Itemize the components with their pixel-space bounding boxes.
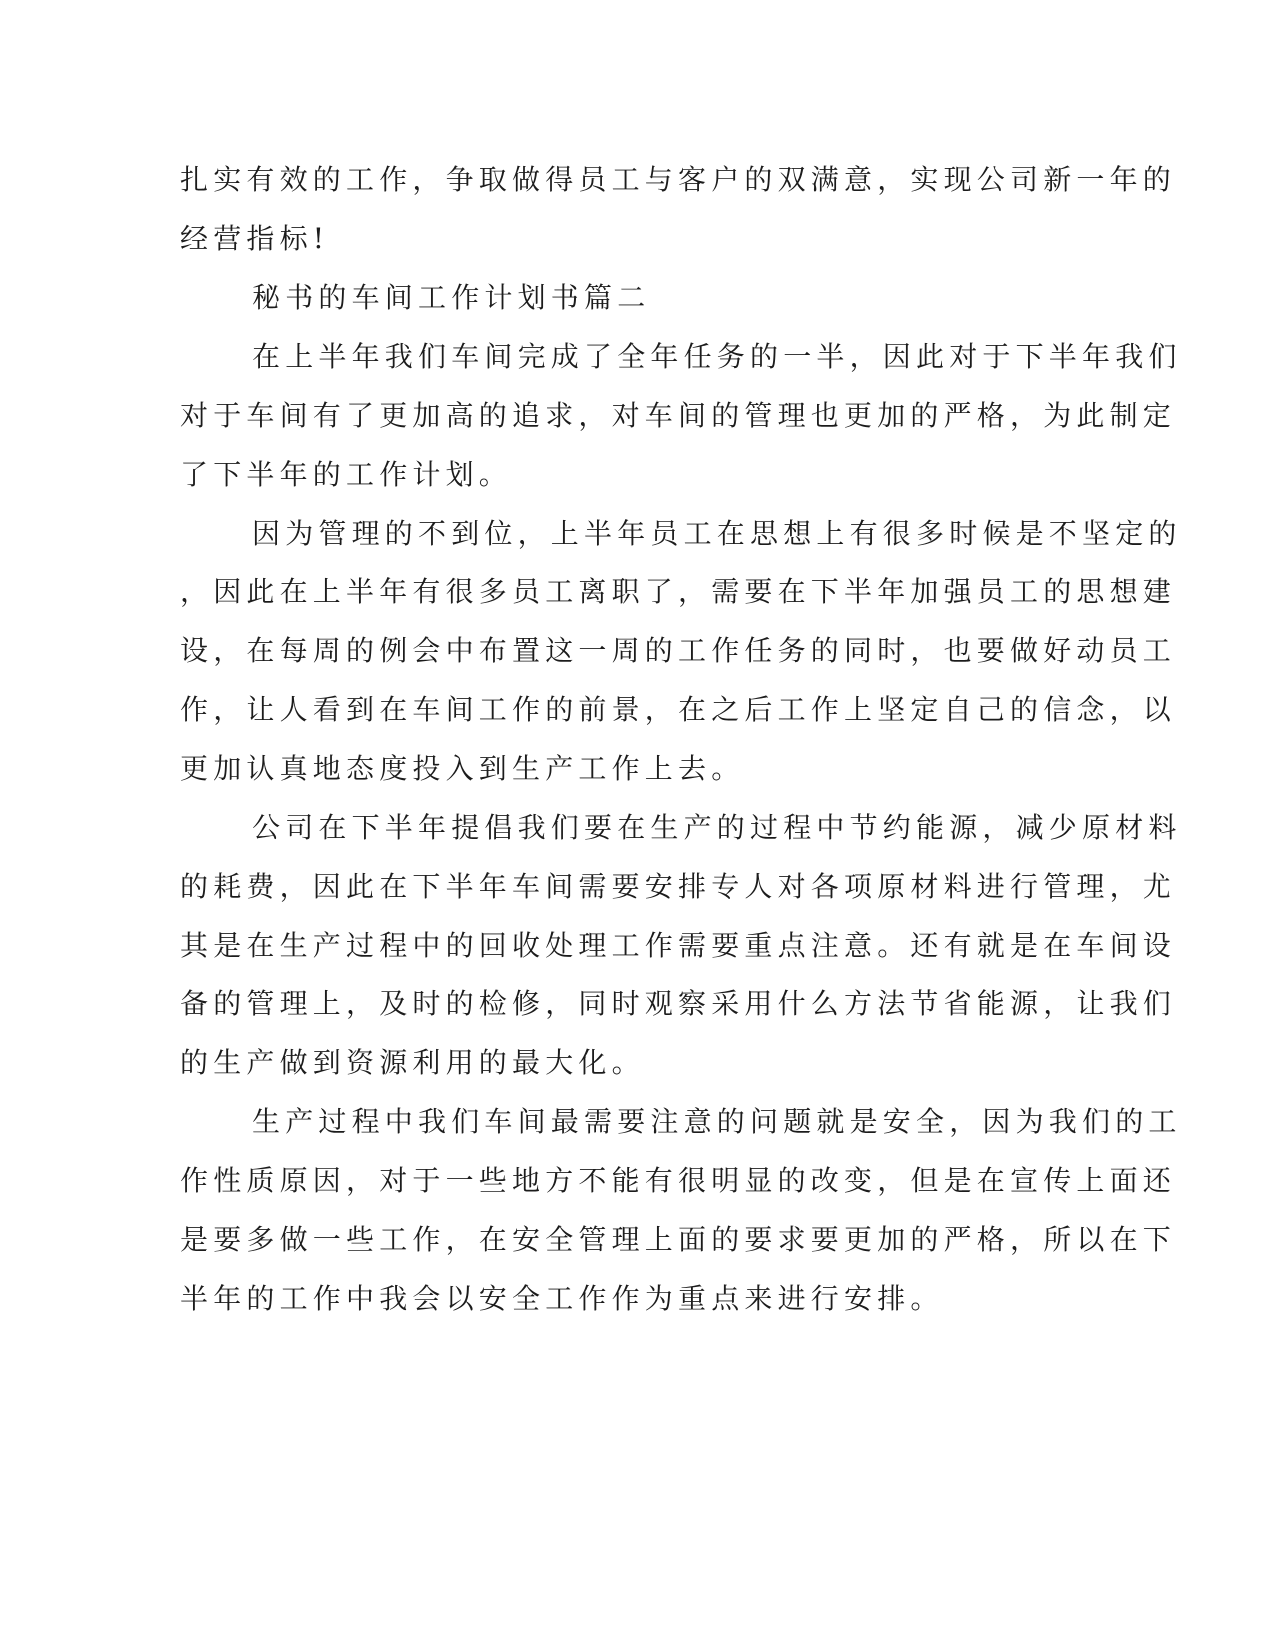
- text-line: 半年的工作中我会以安全工作作为重点来进行安排。: [180, 1282, 944, 1315]
- text-line: 在上半年我们车间完成了全年任务的一半，因此对于下半年我们: [252, 340, 1182, 373]
- text-line: 公司在下半年提倡我们要在生产的过程中节约能源，减少原材料: [252, 811, 1182, 844]
- text-line: 生产过程中我们车间最需要注意的问题就是安全，因为我们的工: [252, 1105, 1182, 1138]
- text-line: 其是在生产过程中的回收处理工作需要重点注意。还有就是在车间设: [180, 929, 1177, 962]
- text-line: 备的管理上，及时的检修，同时观察采用什么方法节省能源，让我们: [180, 987, 1177, 1020]
- text-line: 更加认真地态度投入到生产工作上去。: [180, 752, 745, 785]
- text-line: 对于车间有了更加高的追求，对车间的管理也更加的严格，为此制定: [180, 399, 1177, 432]
- text-line: 因为管理的不到位，上半年员工在思想上有很多时候是不坚定的: [252, 517, 1182, 550]
- text-line: ，因此在上半年有很多员工离职了，需要在下半年加强员工的思想建: [180, 575, 1177, 608]
- text-line: 了下半年的工作计划。: [180, 458, 513, 491]
- text-line: 的耗费，因此在下半年车间需要安排专人对各项原材料进行管理，尤: [180, 870, 1177, 903]
- text-line: 作，让人看到在车间工作的前景，在之后工作上坚定自己的信念，以: [180, 693, 1177, 726]
- text-line: 作性质原因，对于一些地方不能有很明显的改变，但是在宣传上面还: [180, 1164, 1177, 1197]
- text-line: 扎实有效的工作，争取做得员工与客户的双满意，实现公司新一年的: [180, 163, 1177, 196]
- section-heading: 秘书的车间工作计划书篇二: [252, 281, 651, 314]
- text-line: 是要多做一些工作，在安全管理上面的要求要更加的严格，所以在下: [180, 1223, 1177, 1256]
- text-line: 设，在每周的例会中布置这一周的工作任务的同时，也要做好动员工: [180, 634, 1177, 667]
- text-line: 经营指标!: [180, 222, 330, 255]
- text-line: 的生产做到资源利用的最大化。: [180, 1046, 645, 1079]
